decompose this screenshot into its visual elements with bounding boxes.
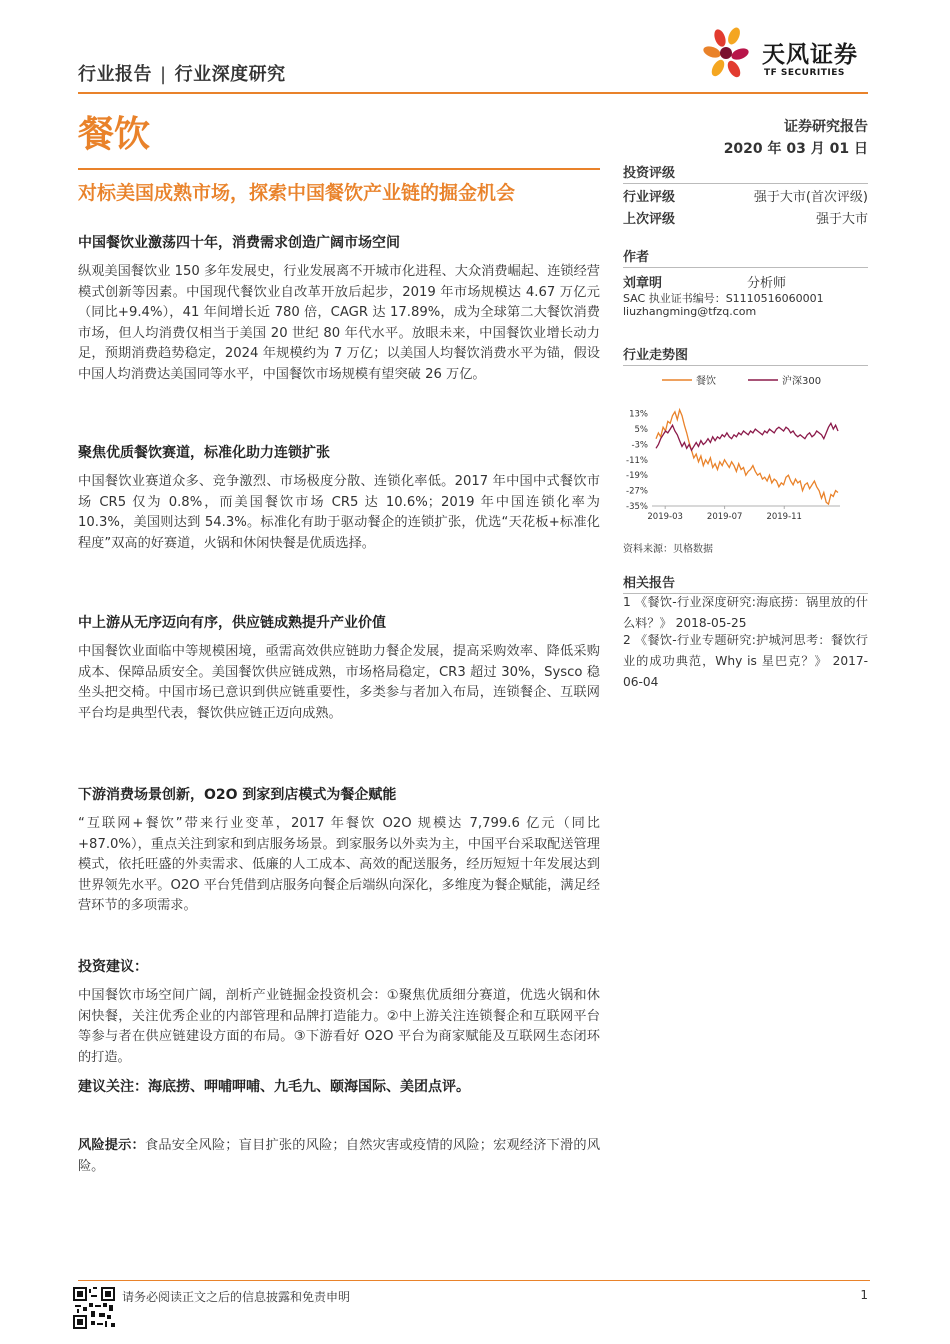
report-category	[78, 60, 286, 86]
section-heading-track: 聚焦优质餐饮赛道，标准化助力连锁扩张	[78, 445, 330, 461]
page-number: 1	[860, 1288, 868, 1302]
y-tick-label: -27%	[626, 486, 648, 497]
subcategory-label: 行业深度研究	[174, 64, 286, 85]
legend-label-catering: 餐饮	[696, 376, 716, 387]
author-heading: 作者	[623, 246, 868, 268]
y-tick-label: 5%	[634, 425, 648, 436]
page-title: 对标美国成熟市场，探索中国餐饮产业链的掘金机会	[78, 182, 516, 204]
industry-rating-label: 行业评级	[623, 190, 676, 205]
x-tick-label: 2019-11	[766, 512, 802, 522]
section-heading-o2o: 下游消费场景创新，O2O 到家到店模式为餐企赋能	[78, 787, 397, 803]
series-line-hs300	[656, 423, 838, 450]
chart-source: 资料来源：贝格数据	[623, 544, 713, 555]
logo-text-en: TF SECURITIES	[764, 68, 845, 78]
section-body-o2o: “互联网+餐饮”带来行业变革，2017 年餐饮 O2O 规模达 7,799.6 亿元（同比+87.0%），重点关注到家和到店服务场景。到家服务以外卖为主，中国平台采取配送管理模式，依托旺盛的外卖需求、低廉的人工成本、高效的配送服务，经历短短十年发展达到世界领先水平。O2O 平台凭借到店服务向餐企后端纵向深化，多维度为餐企赋能，满足经营环节的多项需求。	[78, 816, 600, 913]
footer-disclaimer: 请务必阅读正文之后的信息披露和免责申明	[122, 1290, 351, 1304]
category-label: 行业报告	[78, 64, 152, 85]
recommend-stocks: 建议关注：海底捞、呷哺呷哺、九毛九、颐海国际、美团点评。	[78, 1079, 470, 1095]
trend-heading: 行业走势图	[623, 344, 868, 366]
author-role: 分析师	[747, 276, 787, 291]
industry-rating-row	[623, 186, 868, 205]
prev-rating-row	[623, 208, 868, 227]
section-heading-supply-chain: 中上游从无序迈向有序，供应链成熟提升产业价值	[78, 615, 386, 631]
sector-title: 餐饮	[78, 114, 151, 155]
risk-text: 食品安全风险；盲目扩张的风险；自然灾害或疫情的风险；宏观经济下滑的风险。	[78, 1138, 601, 1174]
footer-divider	[78, 1280, 870, 1281]
series-line-catering	[656, 410, 838, 504]
author-email[interactable]: liuzhangming@tfzq.com	[623, 305, 757, 318]
author-name: 刘章明	[623, 276, 663, 291]
rating-heading: 投资评级	[623, 162, 868, 184]
prev-rating-label: 上次评级	[623, 212, 676, 227]
category-separator: |	[160, 64, 167, 85]
y-axis	[626, 410, 648, 512]
header-divider	[78, 92, 868, 94]
risk-label: 风险提示：	[78, 1138, 145, 1153]
y-tick-label: -3%	[631, 440, 648, 451]
section-body-track: 中国餐饮业赛道众多、竞争激烈、市场极度分散、连锁化率低。2017 年中国中式餐饮市场 CR5 仅为 0.8%，而美国餐饮市场 CR5 达 10.6%；2019 年中国连锁化率为 10.3%，美国则达到 54.3%。标准化有助于驱动餐企的连锁扩张，优选“天花板+标准化程度”双高的好赛道，火锅和休闲快餐是优质选择。	[78, 474, 600, 551]
x-tick-label: 2019-07	[706, 512, 743, 522]
author-row	[623, 272, 868, 291]
report-date: 2020 年 03 月 01 日	[723, 141, 868, 157]
section-body-market: 纵观美国餐饮业 150 多年发展史，行业发展离不开城市化进程、大众消费崛起、连锁经营模式创新等因素。中国现代餐饮业自改革开放后起步，2019 年市场规模达 4.67 万亿元（同比+9.4%），41 年间增长近 780 倍，CAGR 达 17.89%，成为全球第二大餐饮消费市场，但人均消费仅相当于美国 20 世纪 80 年代水平。放眼未来，中国餐饮业增长动力足，预期消费趋势稳定，2024 年规模约为 7 万亿；以美国人均餐饮消费水平为锚，假设中国人均消费达美国同等水平，中国餐饮市场规模有望突破 26 万亿。	[78, 264, 600, 382]
title-divider	[78, 168, 600, 170]
sac-number: SAC 执业证书编号：S1110516060001	[623, 292, 824, 305]
legend-label-hs300: 沪深300	[782, 376, 822, 387]
chart-legend	[662, 374, 821, 387]
section-body-invest: 中国餐饮市场空间广阔，剖析产业链掘金投资机会：①聚焦优质细分赛道，优选火锅和休闲快餐，关注优秀企业的内部管理和品牌打造能力。②中上游关注连锁餐企和互联网平台等参与者在供应链建设方面的布局。③下游看好 O2O 平台为商家赋能及互联网生态闭环的打造。	[78, 988, 600, 1065]
x-tick-label: 2019-03	[647, 512, 683, 522]
y-tick-label: -35%	[626, 502, 648, 512]
risk-warning	[78, 1136, 600, 1177]
section-heading-invest: 投资建议：	[78, 959, 148, 975]
y-tick-label: 13%	[629, 409, 648, 420]
report-type: 证券研究报告	[784, 119, 868, 135]
y-tick-label: -11%	[626, 455, 648, 466]
x-axis	[647, 506, 802, 522]
chart-series	[656, 410, 838, 504]
prev-rating-value: 强于大市	[815, 212, 868, 227]
industry-rating-value: 强于大市(首次评级)	[753, 190, 868, 205]
related-heading: 相关报告	[623, 572, 868, 594]
related-report-2[interactable]: 2 《餐饮-行业专题研究:护城河思考：餐饮行业的成功典范，Why is 星巴克？》 2017-06-04	[623, 633, 868, 689]
related-report-1[interactable]: 1 《餐饮-行业深度研究:海底捞：锅里放的什么料？》 2018-05-25	[623, 595, 868, 630]
qr-code-icon	[73, 1287, 115, 1329]
industry-trend-chart	[620, 366, 870, 526]
logo-text-cn: 天风证券	[762, 42, 858, 68]
section-body-supply-chain: 中国餐饮业面临中等规模困境，亟需高效供应链助力餐企发展，提高采购效率、降低采购成本、保障品质安全。美国餐饮供应链成熟，市场格局稳定，CR3 超过 30%，Sysco 稳坐头把交椅。中国市场已意识到供应链重要性，多类参与者加入布局，连锁餐企、互联网平台均是典型代表，餐饮供应链正迈向成熟。	[78, 644, 600, 721]
y-tick-label: -19%	[626, 471, 648, 482]
section-heading-market: 中国餐饮业激荡四十年，消费需求创造广阔市场空间	[78, 235, 400, 251]
